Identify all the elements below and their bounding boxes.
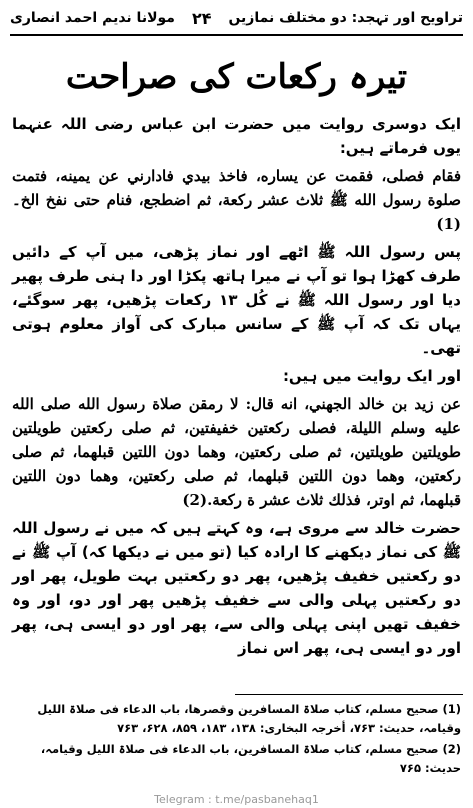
- footnote-item: (2) صحیح مسلم، کتاب صلاۃ المسافرین، باب الدعاء فی صلاۃ اللیل وقیامہ، حدیث: ۷۶۵: [40, 742, 461, 775]
- header-rule: [10, 34, 463, 36]
- paragraph-urdu: ایک دوسری روایت میں حضرت ابن عباس رضی اللہ عنہما یوں فرماتے ہیں:: [12, 115, 461, 157]
- footnote-item: (1) صحیح مسلم، کتاب صلاۃ المسافرین وقصرھا، باب الدعاء فی صلاۃ اللیل وقیامہ، حدیث: ۷۶۳، أخرجہ البخاری: ۱۳۸، ۱۸۳، ۸۵۹، ۶۲۸، ۷۶۳: [37, 702, 461, 735]
- paragraph-urdu: اور ایک روایت میں ہیں:: [282, 367, 461, 385]
- footnote-rule: [235, 694, 463, 695]
- watermark: Telegram : t.me/pasbanehaq1: [154, 793, 319, 806]
- header-book-title: تراویح اور تہجد: دو مختلف نمازیں: [228, 10, 463, 26]
- paragraph-urdu: پس رسول اللہ ﷺ اٹھے اور نماز پڑھی، میں آپ کے دائیں طرف کھڑا ہوا تو آپ نے میرا ہاتھ پکڑا اور دا ہنی طرف پھیر دیا اور رسول اللہ ﷺ نے کُل ۱۳ رکعات پڑھیں، پھر سوگئے، یہاں تک کہ آپ ﷺ کے سانس مبارک کی آواز معلوم ہوتی تھی۔: [12, 243, 461, 357]
- footnotes: [12, 700, 461, 780]
- paragraph-arabic-hadith: عن زيد بن خالد الجهني، انه قال: لا رمقن صلاة رسول الله صلى الله عليه وسلم الليلة، فصلى ركعتين خفيفتين، ثم صلى ركعتين طويلتين طويلتين طويلتين، ثم صلى ركعتين، وهما دون اللتين قبلهما، ثم صلى ركعتين، وهما دون اللتين قبلهما، ثم صلى ركعتين، وهما دون اللتين قبلهما، ثم اوتر، فذلك ثلاث عشر ة ركعة.(2): [12, 395, 461, 509]
- running-header: [10, 4, 463, 32]
- page-number: ۲۴: [191, 8, 212, 28]
- paragraph-arabic-hadith: فقام فصلى، فقمت عن يساره، فاخذ بيدي فادارني عن يمينه، فتمت صلوة رسول الله ﷺ ثلاث عشر ركعة، ثم اضطجع، فنام حتى نفخ الخ۔(1): [12, 167, 461, 233]
- body-text: [12, 112, 461, 664]
- header-author: مولانا ندیم احمد انصاری: [10, 10, 175, 26]
- paragraph-urdu: حضرت خالد سے مروی ہے، وہ کہتے ہیں کہ میں نے رسول اللہ ﷺ کی نماز دیکھنے کا ارادہ کیا (تو میں نے دیکھا کہ) آپ ﷺ نے دو رکعتیں خفیف پڑھیں، پھر دو رکعتیں بہت طویل، پھر اور دو رکعتیں پہلی والی سے خفیف پڑھیں پھر اور دو، اور وہ خفیف تھیں اپنی پہلی والی سے، پھر اور دو ایسی ہی، پھر اور دو ایسی ہی، پھر اس نماز: [12, 519, 461, 657]
- section-title: تیرہ رکعات کی صراحت: [65, 57, 408, 97]
